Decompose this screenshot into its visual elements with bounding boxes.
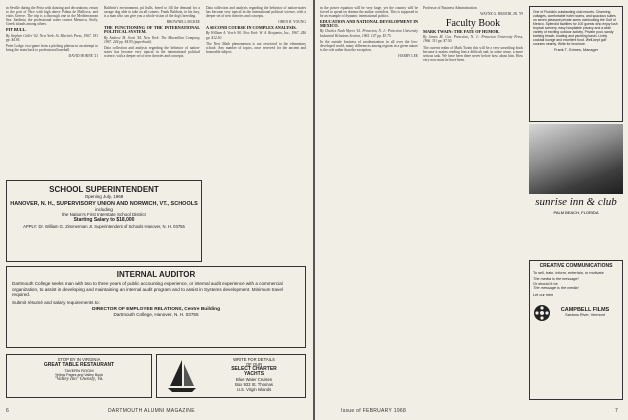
charter-line6: Box 933 St. Thomas xyxy=(235,382,273,387)
book3-text: The New Math phenomenon is not restricted to the elementary school: Any number of topics, once reserved for the ancient and honorable subject. xyxy=(206,41,306,54)
sunrise-photo xyxy=(529,124,623,194)
right-column-1 xyxy=(320,6,418,402)
virginia-title: STOP BY IN VIRGINIA xyxy=(57,357,101,362)
auditor-title: INTERNAL AUDITOR xyxy=(116,270,196,279)
education-text: In the outside business of modernization in all over the less-developed world, many differences among regions in a given nature is the role rather than the exception. xyxy=(320,39,418,52)
sunrise-intro: One of Florida's outstanding club resorts. Charming cottages, comfortable hotel rooms, and spacious suites on seven pleasant private acres overlooking the Gulf of Mexico. Splendid facilities for 100 guests who enjoy lush tropical scenery, easy hospitable privacy and a wide variety of exciting outdoor activity. Private pool, sandy bathing beach, boating and yachting basin. Lively cocktail lounge and excellent food. Well-kept golf courses nearby. Write for brochure. xyxy=(533,10,618,46)
books-section-title: Faculty Book xyxy=(445,18,501,30)
sunrise-location: PALM BEACH, FLORIDA xyxy=(553,210,599,215)
crative-line1: To sell, train, inform, entertain, or motivate xyxy=(533,270,604,275)
education-byline: By Charles Nash Myers '61. Princeton, N. J.: Princeton University Industrial Relations Section, 1965. 147 pp. $3.75. xyxy=(320,29,418,38)
auditor-submit: Submit résumé and salary requirements to: xyxy=(12,299,100,305)
charter-line7: U.S. Virgin Islands xyxy=(236,387,272,392)
superintendent-apply: APPLY: Dr. William G. Zimmerman Jr. Superintendent of Schools Hanover, N. H. 03755 xyxy=(23,224,185,229)
crative-line3: Or should it be xyxy=(533,281,558,286)
superintendent-subtitle: Opening July, 1968 xyxy=(84,194,124,199)
signature-horne: DAVID HORNE '21 xyxy=(68,53,98,58)
book3-title: A SECOND COURSE IN COMPLEX ANALYSIS. xyxy=(206,25,297,31)
left-column-2 xyxy=(104,6,200,178)
sailboat-icon xyxy=(159,357,205,395)
education-title: EDUCATION AND NATIONAL DEVELOPMENT IN MEXICO. xyxy=(320,19,418,29)
auditor-ad xyxy=(6,266,306,348)
signature-broehl: WAYNE G. BROEHL JR. '59 xyxy=(480,12,523,17)
mark-twain-title: MARK TWAIN: THE FATE OF HUMOR. xyxy=(423,29,500,35)
film-reel-icon xyxy=(533,304,551,322)
auditor-body: Dartmouth College seeks man with two to three years of public accounting experience, or internal audit experience with a commercial organization, to assist in developing and maintaining an internal audit program and to assist in Systems development. Minimum travel required. xyxy=(12,281,283,298)
book3-byline: By William A. Veech '60. New York: W. A. Benjamin, Inc., 1967. 246 pp. $12.50. xyxy=(206,31,306,40)
charter-line1: WRITE FOR DETAILS xyxy=(233,357,275,362)
right-col1-text: in the power equation will be very large, yet the country will be forced to spend on dreams the author considers. This is supposed to be an example of dynamic international politics. xyxy=(320,6,418,19)
pit-bull-title: PIT BULL. xyxy=(6,27,27,33)
signature-lee: HARRY LEE xyxy=(398,53,418,58)
right-column-2 xyxy=(423,6,523,402)
charter-line3: SELECT CHARTER xyxy=(231,366,277,372)
book2-byline: By Andrew M. Scott '44. New York: The Macmillan Company, 1967. 244 pp. $4.95 (paperback). xyxy=(104,35,200,44)
sunrise-inn-ad xyxy=(529,6,623,122)
charter-line4: YACHTS xyxy=(243,371,265,377)
virginia-small: Yellow Pages and Valley Book xyxy=(54,373,104,377)
virginia-ad xyxy=(6,354,152,398)
left-footer-label: DARTMOUTH ALUMNI MAGAZINE xyxy=(108,408,195,414)
pit-bull-text: Peter Lodge, two-game from a pitching plateau in an attempt to bring the team back to professional baseball. xyxy=(6,43,98,52)
superintendent-includes: the Nation's First Interstate School District xyxy=(62,212,146,217)
pit-bull-byline: By Stephen Geller '62. New York: St. Martin's Press, 1967. 181 pp. $4.95. xyxy=(6,33,98,42)
right-page-number: 7 xyxy=(615,408,619,414)
left-column-1 xyxy=(6,6,98,176)
auditor-contact: DIRECTOR OF EMPLOYEE RELATIONS, Centre Building xyxy=(91,306,220,312)
mark-twain-byline: By James M. Cox. Princeton, N. J.: Princeton University Press, 1966. 311 pp. $7.50. xyxy=(423,35,523,44)
left-page xyxy=(0,0,313,420)
book2-continued: Data collection and analysis regarding the behavior of nation-states has become very topical in the international political science, with a deeper set of new theories and concepts. xyxy=(206,6,306,19)
crative-title: CREATIVE COMMUNICATIONS xyxy=(539,263,613,269)
crative-line5: Let our men xyxy=(533,292,554,297)
superintendent-salary: Starting Salary to $18,000 xyxy=(73,217,135,223)
sunrise-contact: Frank T. Grimes, Manager xyxy=(553,48,599,52)
right-col2-sig5-detail: Professor of Business Administration xyxy=(423,6,477,10)
mark-twain-text: The current realm of Mark Twain this will be a very unsettling book because it makes reading him a difficult and, in some sense, a more serious task. We have been there never before how about him. How very now must he have been. xyxy=(423,45,523,62)
left-page-number: 6 xyxy=(6,408,10,414)
column2-text: Baldwin's environment, pit bulls, breed to fill the demand for a savage dog able to take on all comers. Frank Baldwin, in his fury, is a man who can give you a whole vision of the dog's breeding. xyxy=(104,6,200,19)
right-footer-label: Issue of FEBRUARY 1968 xyxy=(341,408,407,414)
crative-line2: The media is the message! xyxy=(533,277,579,282)
virginia-brand: "Valley Inn" Ownsty, Va. xyxy=(54,377,104,382)
book2-title: THE FUNCTIONING OF THE INTERNATIONAL POLITICAL SYSTEM. xyxy=(104,25,200,35)
superintendent-including: including xyxy=(95,207,113,212)
signature-young: OREN R. YOUNG xyxy=(278,20,306,25)
auditor-contact2: Dartmouth College, Hanover, N. H. 03755 xyxy=(113,311,199,317)
book2-text: Data collection and analysis regarding the behavior of nation-states has become very topical in the international political science, with a deeper set of new theories and concepts. xyxy=(104,45,200,58)
campbell-films-ad xyxy=(529,260,623,400)
superintendent-location: HANOVER, N. H., SUPERVISORY UNION AND NORWICH, VT., SCHOOLS xyxy=(10,201,198,207)
crative-line4: The message is the media! xyxy=(533,286,579,291)
superintendent-ad xyxy=(6,180,202,262)
virginia-line2: TAVERN ROOM xyxy=(64,368,94,373)
charter-line5: Blue Water Cruises xyxy=(236,377,272,382)
sunrise-name: sunrise inn & club xyxy=(535,196,617,208)
campbell-films-location: Saxtons River, Vermont xyxy=(565,312,605,317)
superintendent-title: SCHOOL SUPERINTENDENT xyxy=(49,185,159,194)
charter-ad xyxy=(156,354,306,398)
virginia-line1: GREAT TABLE RESTAURANT xyxy=(43,362,115,368)
column1-text: in Seville during the Feria with dancing and decorations; return to the port of Nice with high above Palma de Mallorca, and visits Greece. The trip is a thorough one in the Mediterranean Sea. Sardinia, the professional water cruises Menorca, Sicily, Greek islands among others. xyxy=(6,6,98,27)
signature-mckee: BROWNELL MCKEE xyxy=(166,20,200,25)
charter-line2: OF OUR xyxy=(245,362,263,367)
campbell-films-title: CAMPBELL FILMS xyxy=(560,306,610,313)
right-page xyxy=(315,0,628,420)
